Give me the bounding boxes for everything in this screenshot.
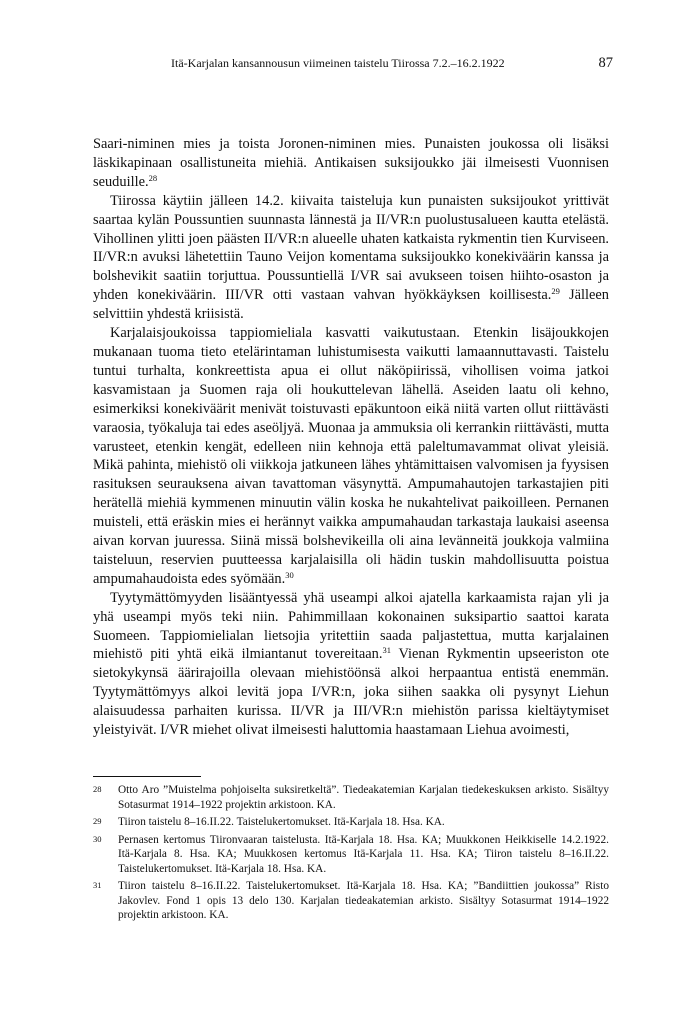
footnote-ref[interactable]: 29 [551, 286, 560, 297]
footnote [93, 815, 609, 830]
paragraph-text-continued: Jälleen selvittiin yhdestä kriisistä. [93, 287, 609, 323]
footnote-number: 31 [93, 880, 102, 890]
paragraph-text: Saari-niminen mies ja toista Joronen-niminen mies. Punaisten joukossa oli lisäksi läskikapinaan osallistuneita miehiä. Antikaisen suksijoukko jäi ilmeisesti Vuonnisen seuduille. [93, 136, 609, 190]
paragraph-text: Karjalaisjoukoissa tappiomieliala kasvatti vaikutustaan. Etenkin lisäjoukkojen mukanaan tuoma tieto etelärintaman luhistumisesta vaikutti lamaannuttavasti. Taistelu tuntui turhalta, konkreettista apua ei ollut näköpiirissä, vihollisen voima jatkoi kasvamistaan ja Suomen raja oli houkuttelevan lähellä. Aseiden laatu oli kehno, esimerkiksi konekiväärit menivät toistuvasti epäkuntoon eikä niitä varten ollut riittävästi varaosia, työkaluja tai edes aseöljyä. Muonaa ja ammuksia oli kerrankin riittävästi, mutta varusteet, etenkin kengät, edelleen niin kehnoja että paleltumavammat olivat yleisiä. Mikä pahinta, miehistö oli viikkoja jatkuneen lähes yhtämittaisen valvomisen ja fyysisen rasituksen seurauksena aivan tavattoman väsynyttä. Ampumahautojen tarkastajien piti herätellä miehiä kymmenen minuutin välin koska he nukahtelivat paikoilleen. Pernanen muisteli, että eräskin mies ei herännyt vaikka ampumahaudan tarkastaja laukaisi aseensa aivan korvan juuressa. Siinä missä bolshevikeilla oli aina levänneitä joukkoja valmiina taisteluun, reservien puutteessa karjalaisilla oli hädin tuskin mahdollisuutta poistua ampumahaudoista edes syömään. [93, 325, 609, 587]
footnote [93, 833, 609, 877]
footnote-ref[interactable]: 31 [382, 645, 391, 656]
footnotes [93, 783, 609, 926]
paragraph-text: Tyytymättömyyden lisääntyessä yhä useampi alkoi ajatella karkaamista rajan yli ja yhä useampi myös teki niin. Pahimmillaan kokonainen suksipartio saattoi karata Suomeen. Tappiomielialan lietsojia yritettiin saada paljastettua, mutta karjalainen miehistö piti yhtä eikä ilmiantanut tovereitaan. [93, 589, 609, 663]
body-text [93, 135, 609, 740]
paragraph-text: Tiirossa käytiin jälleen 14.2. kiivaita taisteluja kun punaisten suksijoukot yrittivät saartaa kylän Poussuntien suunnasta lännestä ja II/VR:n puolustusalueen kautta etelästä. Vihollinen ylitti joen päästen II/VR:n alueelle uhaten katkaista rykmentin tien Kurviseen. II/VR:n avuksi lähetettiin Tauno Veijon komentama suksijoukko konekiväärin kanssa ja bolshevikit saatiin torjuttua. Poussuntiellä I/VR sai avukseen toisen hiihto-osaston ja yhden konekiväärin. III/VR otti vastaan vahvan hyökkäyksen koillisesta. [93, 192, 609, 304]
footnote-number: 28 [93, 784, 102, 794]
footnote [93, 879, 609, 923]
paragraph [93, 192, 609, 324]
footnote-ref[interactable]: 28 [148, 172, 158, 183]
paragraph [93, 589, 609, 740]
footnote-number: 30 [93, 833, 102, 844]
footnote-ref[interactable]: 30 [285, 569, 294, 580]
running-header [93, 56, 613, 74]
paragraph [93, 324, 609, 589]
footnote [93, 783, 609, 812]
page-number: 87 [598, 55, 613, 71]
footnote-text: Otto Aro ”Muistelma pohjoiselta suksiretkeltä”. Tiedeakatemian Karjalan tiedekeskuksen arkisto. Sisältyy Sotasurmat 1914–1922 projektin arkistoon. KA. [118, 784, 609, 811]
footnote-text: Pernasen kertomus Tiironvaaran taistelusta. Itä-Karjala 18. Hsa. KA; Muukkonen Heikkiselle 14.2.1922. Itä-Karjala 8. Hsa. KA; Muukkosen kertomus Itä-Karjala 11. Hsa. KA; Tiiron taistelu 8–16.II.22. Taistelukertomukset. Itä-Karjala 18. Hsa. KA. [118, 833, 609, 875]
footnote-number: 29 [93, 816, 102, 826]
paragraph [93, 135, 609, 192]
footnote-text: Tiiron taistelu 8–16.II.22. Taistelukertomukset. Itä-Karjala 18. Hsa. KA; ”Bandiittien joukossa” Risto Jakovlev. Fond 1 opis 13 delo 130. Karjalan tiedeakatemian arkisto. Sisältyy Sotasurmat 1914–1922 projektin arkistoon. KA. [118, 880, 609, 921]
footnote-text: Tiiron taistelu 8–16.II.22. Taistelukertomukset. Itä-Karjala 18. Hsa. KA. [118, 816, 445, 828]
paragraph-text-continued: Vienan Rykmentin upseeriston ote sietokykynsä äärirajoilla olevaan miehistöönsä alkoi herpaantua entistä enemmän. Tyytymättömyys alkoi levitä jopa I/VR:n, joka siihen saakka oli pysynyt Liehun alaisuudessa parhaiten kurissa. II/VR ja III/VR:n miehistön parissa kieltäytymiset yleistyivät. I/VR miehet olivat ilmeisesti haluttomia haastamaan Liehua avoimesti, [93, 646, 609, 739]
footnote-divider [93, 776, 201, 777]
running-title: Itä-Karjalan kansannousun viimeinen taistelu Tiirossa 7.2.–16.2.1922 [171, 56, 505, 70]
